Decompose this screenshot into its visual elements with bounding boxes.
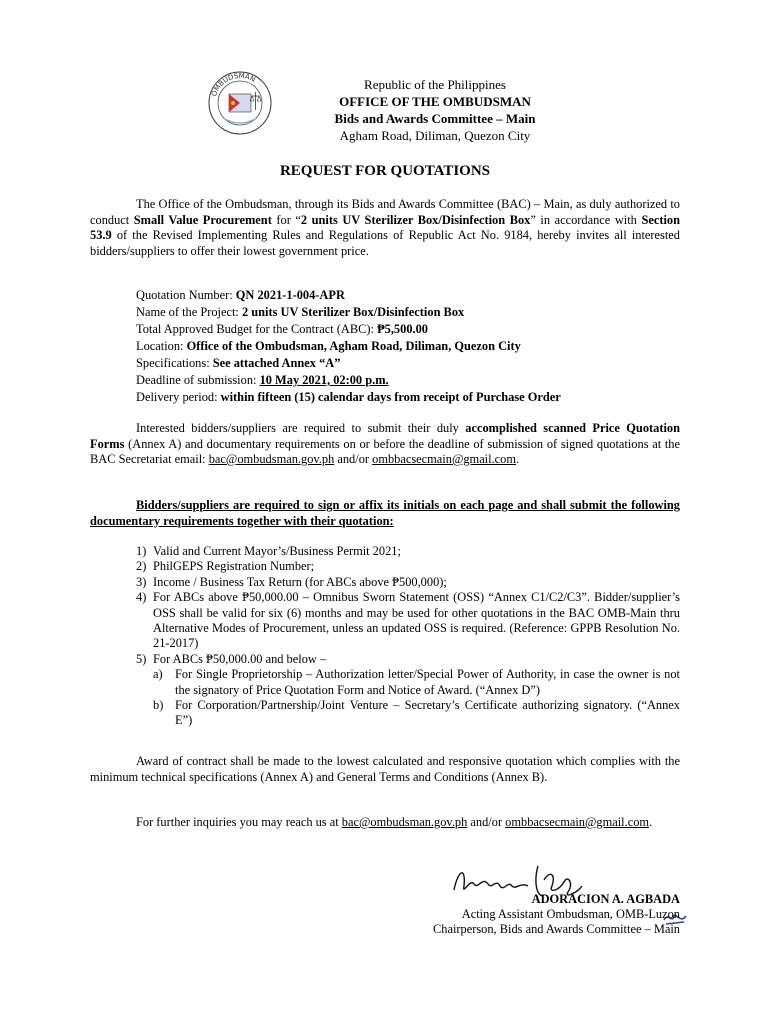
detail-location: Location: Office of the Ombudsman, Agham Road, Diliman, Quezon City — [136, 339, 521, 353]
inquiry-paragraph: For further inquiries you may reach us at bac@ombudsman.gov.ph and/or ombbacsecmain@gmail.com. — [136, 815, 653, 829]
list-item: 2) PhilGEPS Registration Number; — [136, 559, 315, 574]
detail-deadline: Deadline of submission: 10 May 2021, 02:00 p.m. — [136, 373, 389, 387]
intro-text-4: of the Revised Implementing Rules and Regulations of Republic Act No. 9184, hereby invites all interested bidders/suppliers to offer their lowest government price. — [90, 228, 680, 258]
sub-list-item: b) For Corporation/Partnership/Joint Venture – Secretary’s Certificate authorizing signatory. (“Annex E”) — [153, 698, 680, 728]
header-committee: Bids and Awards Committee – Main — [334, 111, 536, 126]
bac-email-link[interactable]: bac@ombudsman.gov.ph — [208, 452, 335, 466]
signatory-block — [330, 892, 680, 937]
detail-delivery: Delivery period: within fifteen (15) calendar days from receipt of Purchase Order — [136, 390, 561, 404]
submission-paragraph: Interested bidders/suppliers are required to submit their duly accomplished scanned Price Quotation Forms (Annex A) and documentary requirements on or before the deadline of submission of signed quotations at the BAC Secretariat email: bac@ombudsman.gov.ph and/or ombbacsecmain@gmail.com. — [90, 421, 680, 466]
intro-section: Section 53.9 — [90, 212, 680, 242]
list-item: 3) Income / Business Tax Return (for ABCs above ₱500,000); — [136, 574, 447, 589]
quotation-details — [136, 287, 696, 406]
detail-project-name: Name of the Project: 2 units UV Sterilizer Box/Disinfection Box — [136, 305, 465, 319]
intro-procurement-mode: Small Value Procurement — [133, 212, 272, 227]
requirements-list — [136, 544, 680, 729]
document-title: REQUEST FOR QUOTATIONS — [279, 163, 491, 179]
signatory-position-2: Chairperson, Bids and Awards Committee – Main — [433, 922, 680, 936]
secretariat-email-link[interactable]: ombbacsecmain@gmail.com — [372, 452, 517, 466]
detail-quotation-number: Quotation Number: QN 2021-1-004-APR — [136, 288, 345, 302]
header-address: Agham Road, Diliman, Quezon City — [339, 128, 531, 143]
header-republic: Republic of the Philippines — [364, 77, 506, 92]
signatory-position-1: Acting Assistant Ombudsman, OMB-Luzon — [461, 907, 680, 921]
svg-text:OMBUDSMAN: OMBUDSMAN — [210, 71, 257, 98]
award-paragraph: Award of contract shall be made to the lowest calculated and responsive quotation which complies with the minimum technical specifications (Annex A) and General Terms and Conditions (Annex B). — [90, 754, 680, 784]
list-item: 5) For ABCs ₱50,000.00 and below – — [136, 651, 327, 666]
intro-text-1: The Office of the Ombudsman, through its Bids and Awards Committee (BAC) – Main, as duly authorized to conduct — [90, 197, 680, 227]
detail-specifications: Specifications: See attached Annex “A” — [136, 356, 341, 370]
requirements-heading: Bidders/suppliers are required to sign or affix its initials on each page and shall submit the following documentary requirements together with their quotation: — [90, 498, 680, 528]
intro-text-2: for “ — [271, 212, 301, 227]
intro-paragraph — [90, 197, 680, 259]
submission-forms: accomplished scanned Price Quotation Forms — [90, 421, 680, 451]
sub-list-item: a) For Single Proprietorship – Authorization letter/Special Power of Authority, in case the owner is not the signatory of Price Quotation Form and Notice of Award. (“Annex D”) — [153, 667, 680, 697]
letterhead — [240, 76, 630, 144]
inquiry-bac-email-link[interactable]: bac@ombudsman.gov.ph — [341, 815, 468, 829]
list-item: 4) For ABCs above ₱50,000.00 – Omnibus Sworn Statement (OSS) “Annex C1/C2/C3”. Bidder/supplier’s OSS shall be valid for six (6) months and may be used for other quotations in the BAC OMB-Main thru Alternative Modes of Procurement, unless an updated OSS is required. (Reference: GPPB Resolution No. 21-2017) — [136, 590, 680, 651]
header-office: OFFICE OF THE OMBUDSMAN — [339, 94, 531, 109]
intro-project-name: 2 units UV Sterilizer Box/Disinfection Box — [300, 212, 531, 227]
list-item: 1) Valid and Current Mayor’s/Business Permit 2021; — [136, 544, 401, 558]
detail-abc: Total Approved Budget for the Contract (ABC): ₱5,500.00 — [136, 322, 428, 336]
signatory-name: ADORACION A. AGBADA — [531, 892, 680, 906]
inquiry-secretariat-email-link[interactable]: ombbacsecmain@gmail.com — [505, 815, 650, 829]
intro-text-3: ” in accordance with — [530, 212, 642, 227]
